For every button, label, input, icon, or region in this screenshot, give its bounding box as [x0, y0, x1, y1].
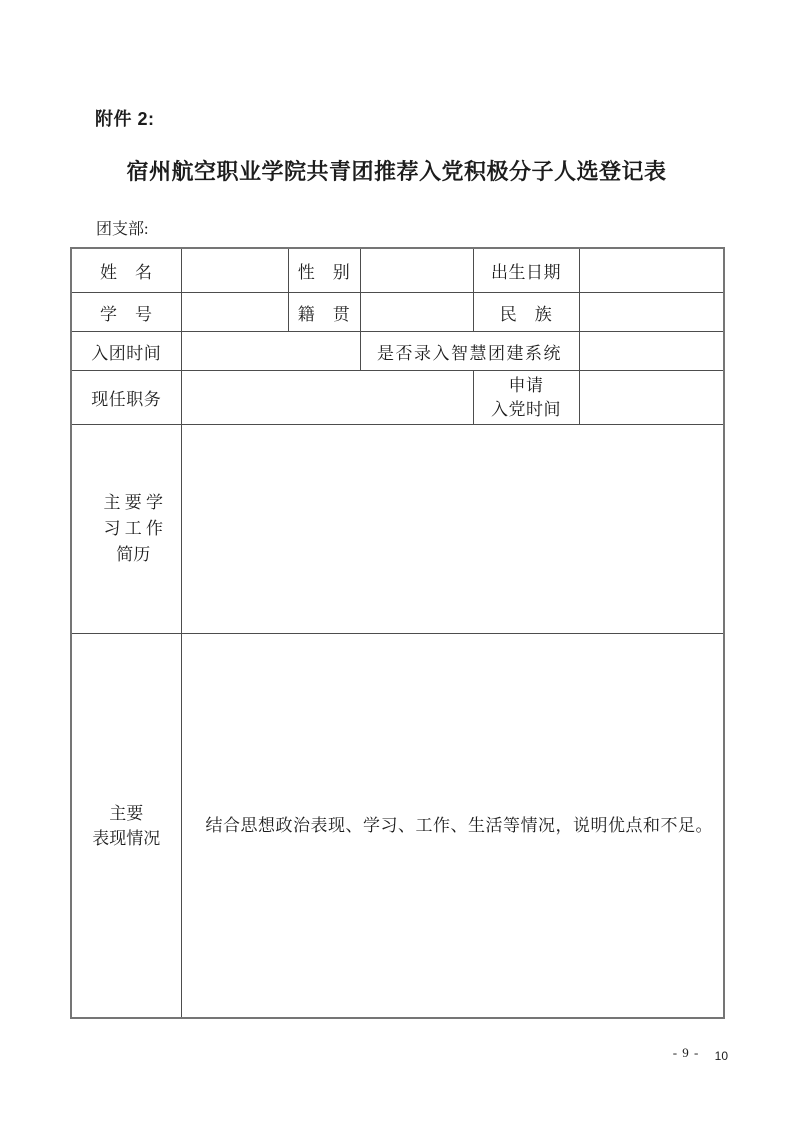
native-place-label: 籍 贯	[288, 293, 360, 332]
party-apply-time-label-line2: 入党时间	[491, 399, 561, 419]
registration-form-table	[70, 247, 725, 1019]
page-footer	[673, 1045, 728, 1061]
resume-field[interactable]	[181, 425, 724, 634]
performance-label	[71, 634, 181, 1019]
table-row	[71, 332, 724, 371]
performance-label-line2: 表现情况	[92, 828, 161, 848]
gender-label: 性 别	[288, 248, 360, 293]
name-label: 姓 名	[71, 248, 181, 293]
attachment-label: 附件 2:	[95, 109, 155, 129]
resume-label-line3: 简历	[116, 545, 151, 564]
smart-league-system-field[interactable]	[579, 332, 724, 371]
table-row	[71, 634, 724, 1019]
native-place-field[interactable]	[360, 293, 473, 332]
performance-field[interactable]	[181, 634, 724, 1019]
gender-field[interactable]	[360, 248, 473, 293]
join-league-time-field[interactable]	[181, 332, 360, 371]
page-number: - 9 -	[672, 1045, 700, 1060]
performance-label-line1: 主要	[109, 803, 144, 823]
join-league-time-label: 入团时间	[71, 332, 181, 371]
student-id-field[interactable]	[181, 293, 288, 332]
birthdate-field[interactable]	[579, 248, 724, 293]
resume-label-line2: 习 工 作	[103, 519, 163, 538]
resume-label	[71, 425, 181, 634]
party-apply-time-label-line1: 申请	[508, 375, 544, 395]
smart-league-system-label: 是否录入智慧团建系统	[360, 332, 579, 371]
performance-hint-text: 结合思想政治表现、学习、工作、生活等情况，说明优点和不足。	[205, 815, 713, 835]
name-field[interactable]	[181, 248, 288, 293]
student-id-label: 学 号	[71, 293, 181, 332]
party-apply-time-label	[473, 371, 579, 425]
table-row	[71, 371, 724, 425]
ethnicity-field[interactable]	[579, 293, 724, 332]
league-branch-label: 团支部:	[96, 221, 149, 238]
table-row	[71, 425, 724, 634]
resume-label-line1: 主 要 学	[103, 493, 163, 512]
current-position-label: 现任职务	[71, 371, 181, 425]
birthdate-label: 出生日期	[473, 248, 579, 293]
table-row	[71, 293, 724, 332]
table-row	[71, 248, 724, 293]
page-title: 宿州航空职业学院共青团推荐入党积极分子人选登记表	[126, 159, 667, 184]
party-apply-time-field[interactable]	[579, 371, 724, 425]
current-position-field[interactable]	[181, 371, 473, 425]
ethnicity-label: 民 族	[473, 293, 579, 332]
viewer-page-indicator: 10	[714, 1049, 728, 1063]
